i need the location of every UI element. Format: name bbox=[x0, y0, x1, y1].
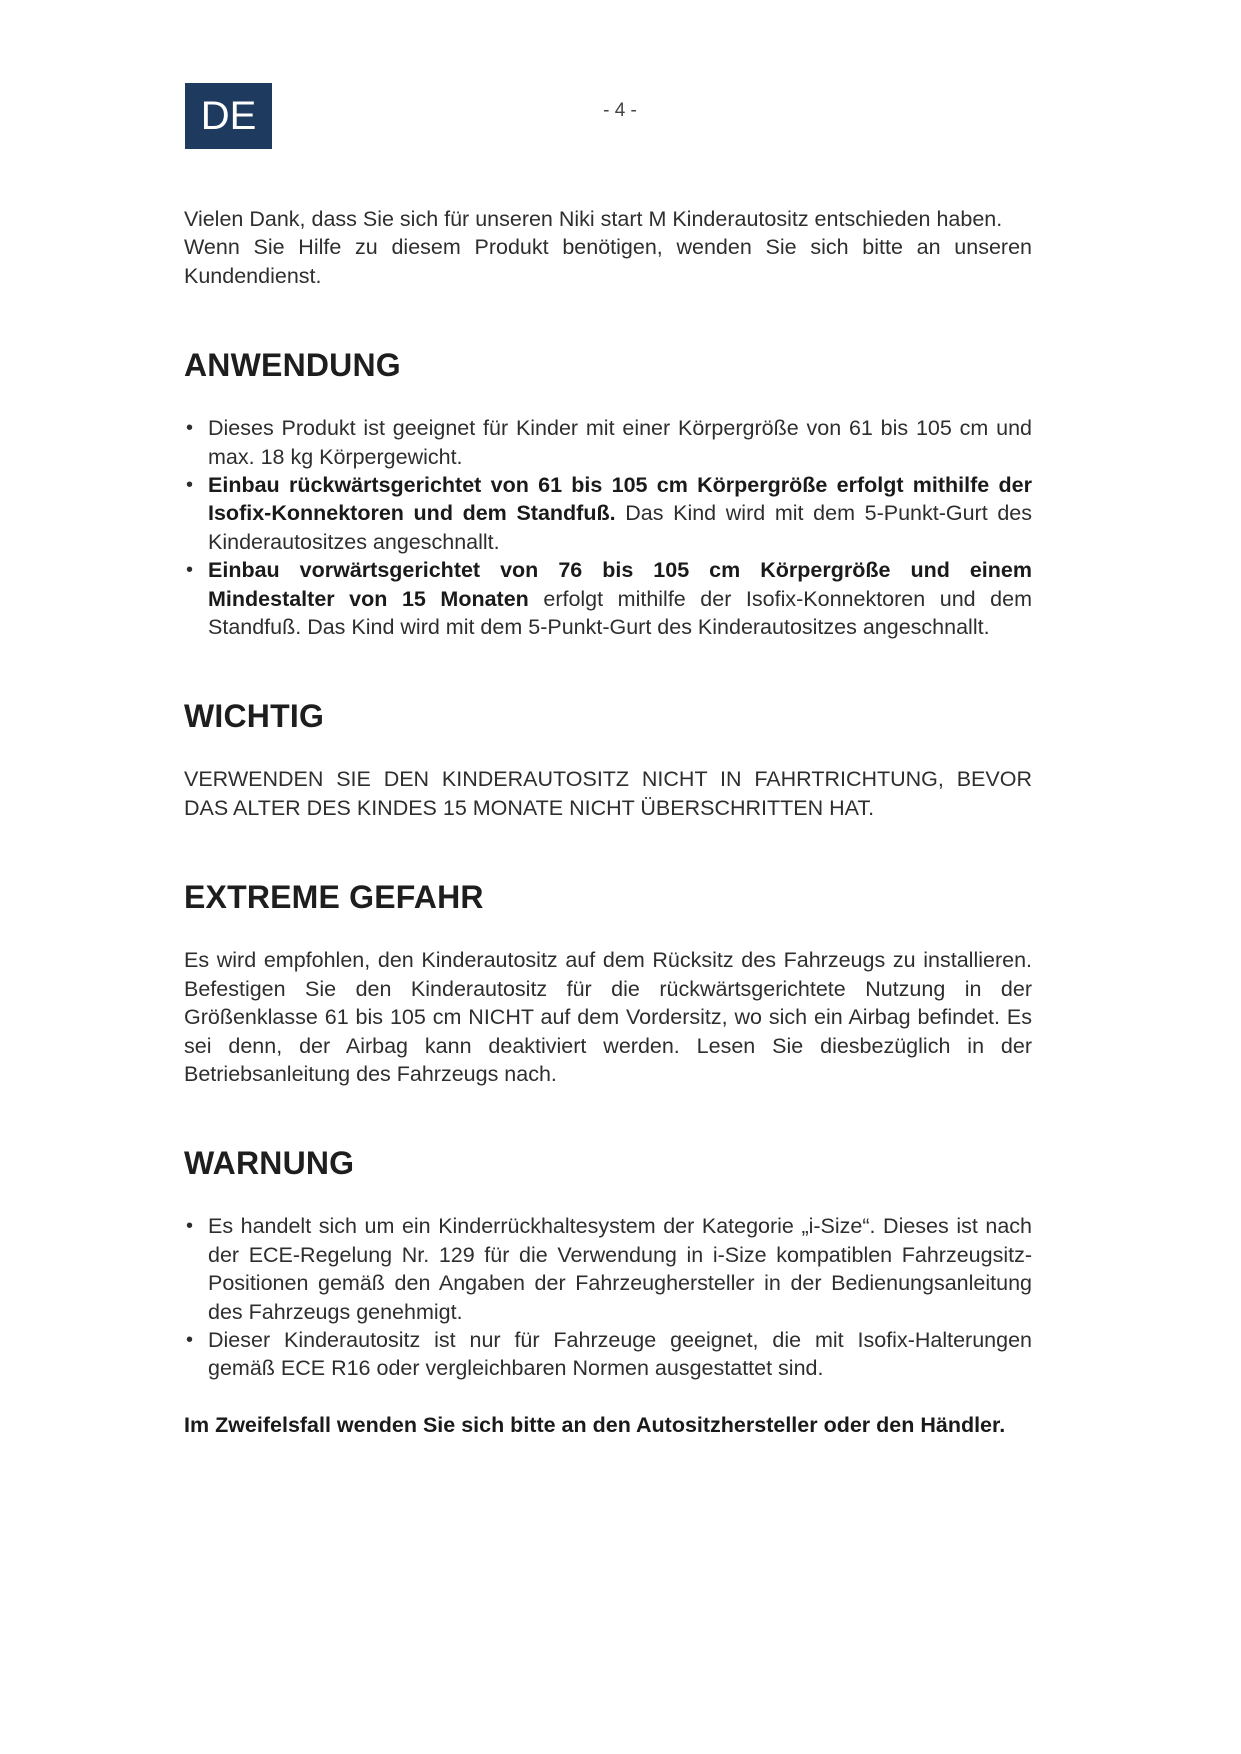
warnung-heading: WARNUNG bbox=[184, 1145, 355, 1182]
list-item: • Dieser Kinderautositz ist nur für Fahrzeuge geeignet, die mit Isofix-Halterungen gemäß ECE R16 oder vergleichbaren Normen ausgestattet sind. bbox=[184, 1326, 1032, 1383]
wichtig-heading: WICHTIG bbox=[184, 698, 325, 735]
wichtig-text: VERWENDEN SIE DEN KINDERAUTOSITZ NICHT IN FAHRTRICHTUNG, BEVOR DAS ALTER DES KINDES 15 MONATE NICHT ÜBERSCHRITTEN HAT. bbox=[184, 767, 1032, 820]
anwendung-section bbox=[184, 346, 1032, 641]
gefahr-text: Es wird empfohlen, den Kinderautositz auf dem Rücksitz des Fahrzeugs zu installieren. Befestigen Sie den Kinderautositz für die rückwärtsgerichtete Nutzung in der Größenklasse 61 bis 105 cm NICHT auf dem Vordersitz, wo sich ein Airbag befindet. Es sei denn, der Airbag kann deaktiviert werden. Lesen Sie diesbezüglich in der Betriebsanleitung des Fahrzeugs nach. bbox=[184, 948, 1032, 1086]
list-item-text: erfolgt mithilfe der Isofix-Konnektoren und dem Standfuß. Das Kind wird mit dem 5-Punkt-Gurt des Kinderautositzes angeschnallt. bbox=[208, 586, 1032, 640]
language-badge: DE bbox=[185, 83, 272, 149]
warnung-section bbox=[184, 1144, 1032, 1439]
intro-section bbox=[184, 205, 1032, 290]
document-content bbox=[184, 205, 1032, 1439]
list-item-text: Das Kind wird mit dem 5-Punkt-Gurt des Kinderautositzes angeschnallt. bbox=[208, 501, 1032, 554]
anwendung-heading: ANWENDUNG bbox=[184, 347, 401, 384]
wichtig-section bbox=[184, 697, 1032, 822]
page-number: - 4 - bbox=[603, 100, 637, 121]
list-item-bold: Einbau vorwärtsgerichtet von 76 bis 105 cm Körpergröße und einem Mindestalter von 15 Monaten bbox=[208, 558, 1032, 611]
anwendung-list bbox=[184, 414, 1032, 641]
intro-thanks: Vielen Dank, dass Sie sich für unseren Niki start M Kinderautositz entschieden haben. bbox=[184, 207, 1003, 231]
gefahr-heading: EXTREME GEFAHR bbox=[184, 879, 484, 916]
warnung-list bbox=[184, 1212, 1032, 1382]
final-note: Im Zweifelsfall wenden Sie sich bitte an den Autositzhersteller oder den Händler. bbox=[184, 1412, 1006, 1437]
list-item bbox=[184, 414, 1032, 471]
list-item-text: Dieses Produkt ist geeignet für Kinder mit einer Körpergröße von 61 bis 105 cm und max. 18 kg Körpergewicht. bbox=[208, 416, 1032, 469]
gefahr-section bbox=[184, 878, 1032, 1088]
list-item bbox=[184, 471, 1032, 556]
intro-help: Wenn Sie Hilfe zu diesem Produkt benötigen, wenden Sie sich bitte an unseren Kundendienst. bbox=[184, 235, 1032, 288]
list-item-bold: Einbau rückwärtsgerichtet von 61 bis 105 cm Körpergröße erfolgt mithilfe der Isofix-Konnektoren und dem Standfuß. bbox=[208, 473, 1032, 526]
list-item bbox=[184, 556, 1032, 641]
list-item: • Es handelt sich um ein Kinderrückhaltesystem der Kategorie „i-Size“. Dieses ist nach der ECE-Regelung Nr. 129 für die Verwendung in i-Size kompatiblen Fahrzeugsitz-Positionen gemäß den Angaben der Fahrzeughersteller in der Bedienungsanleitung des Fahrzeugs genehmigt. bbox=[184, 1212, 1032, 1326]
